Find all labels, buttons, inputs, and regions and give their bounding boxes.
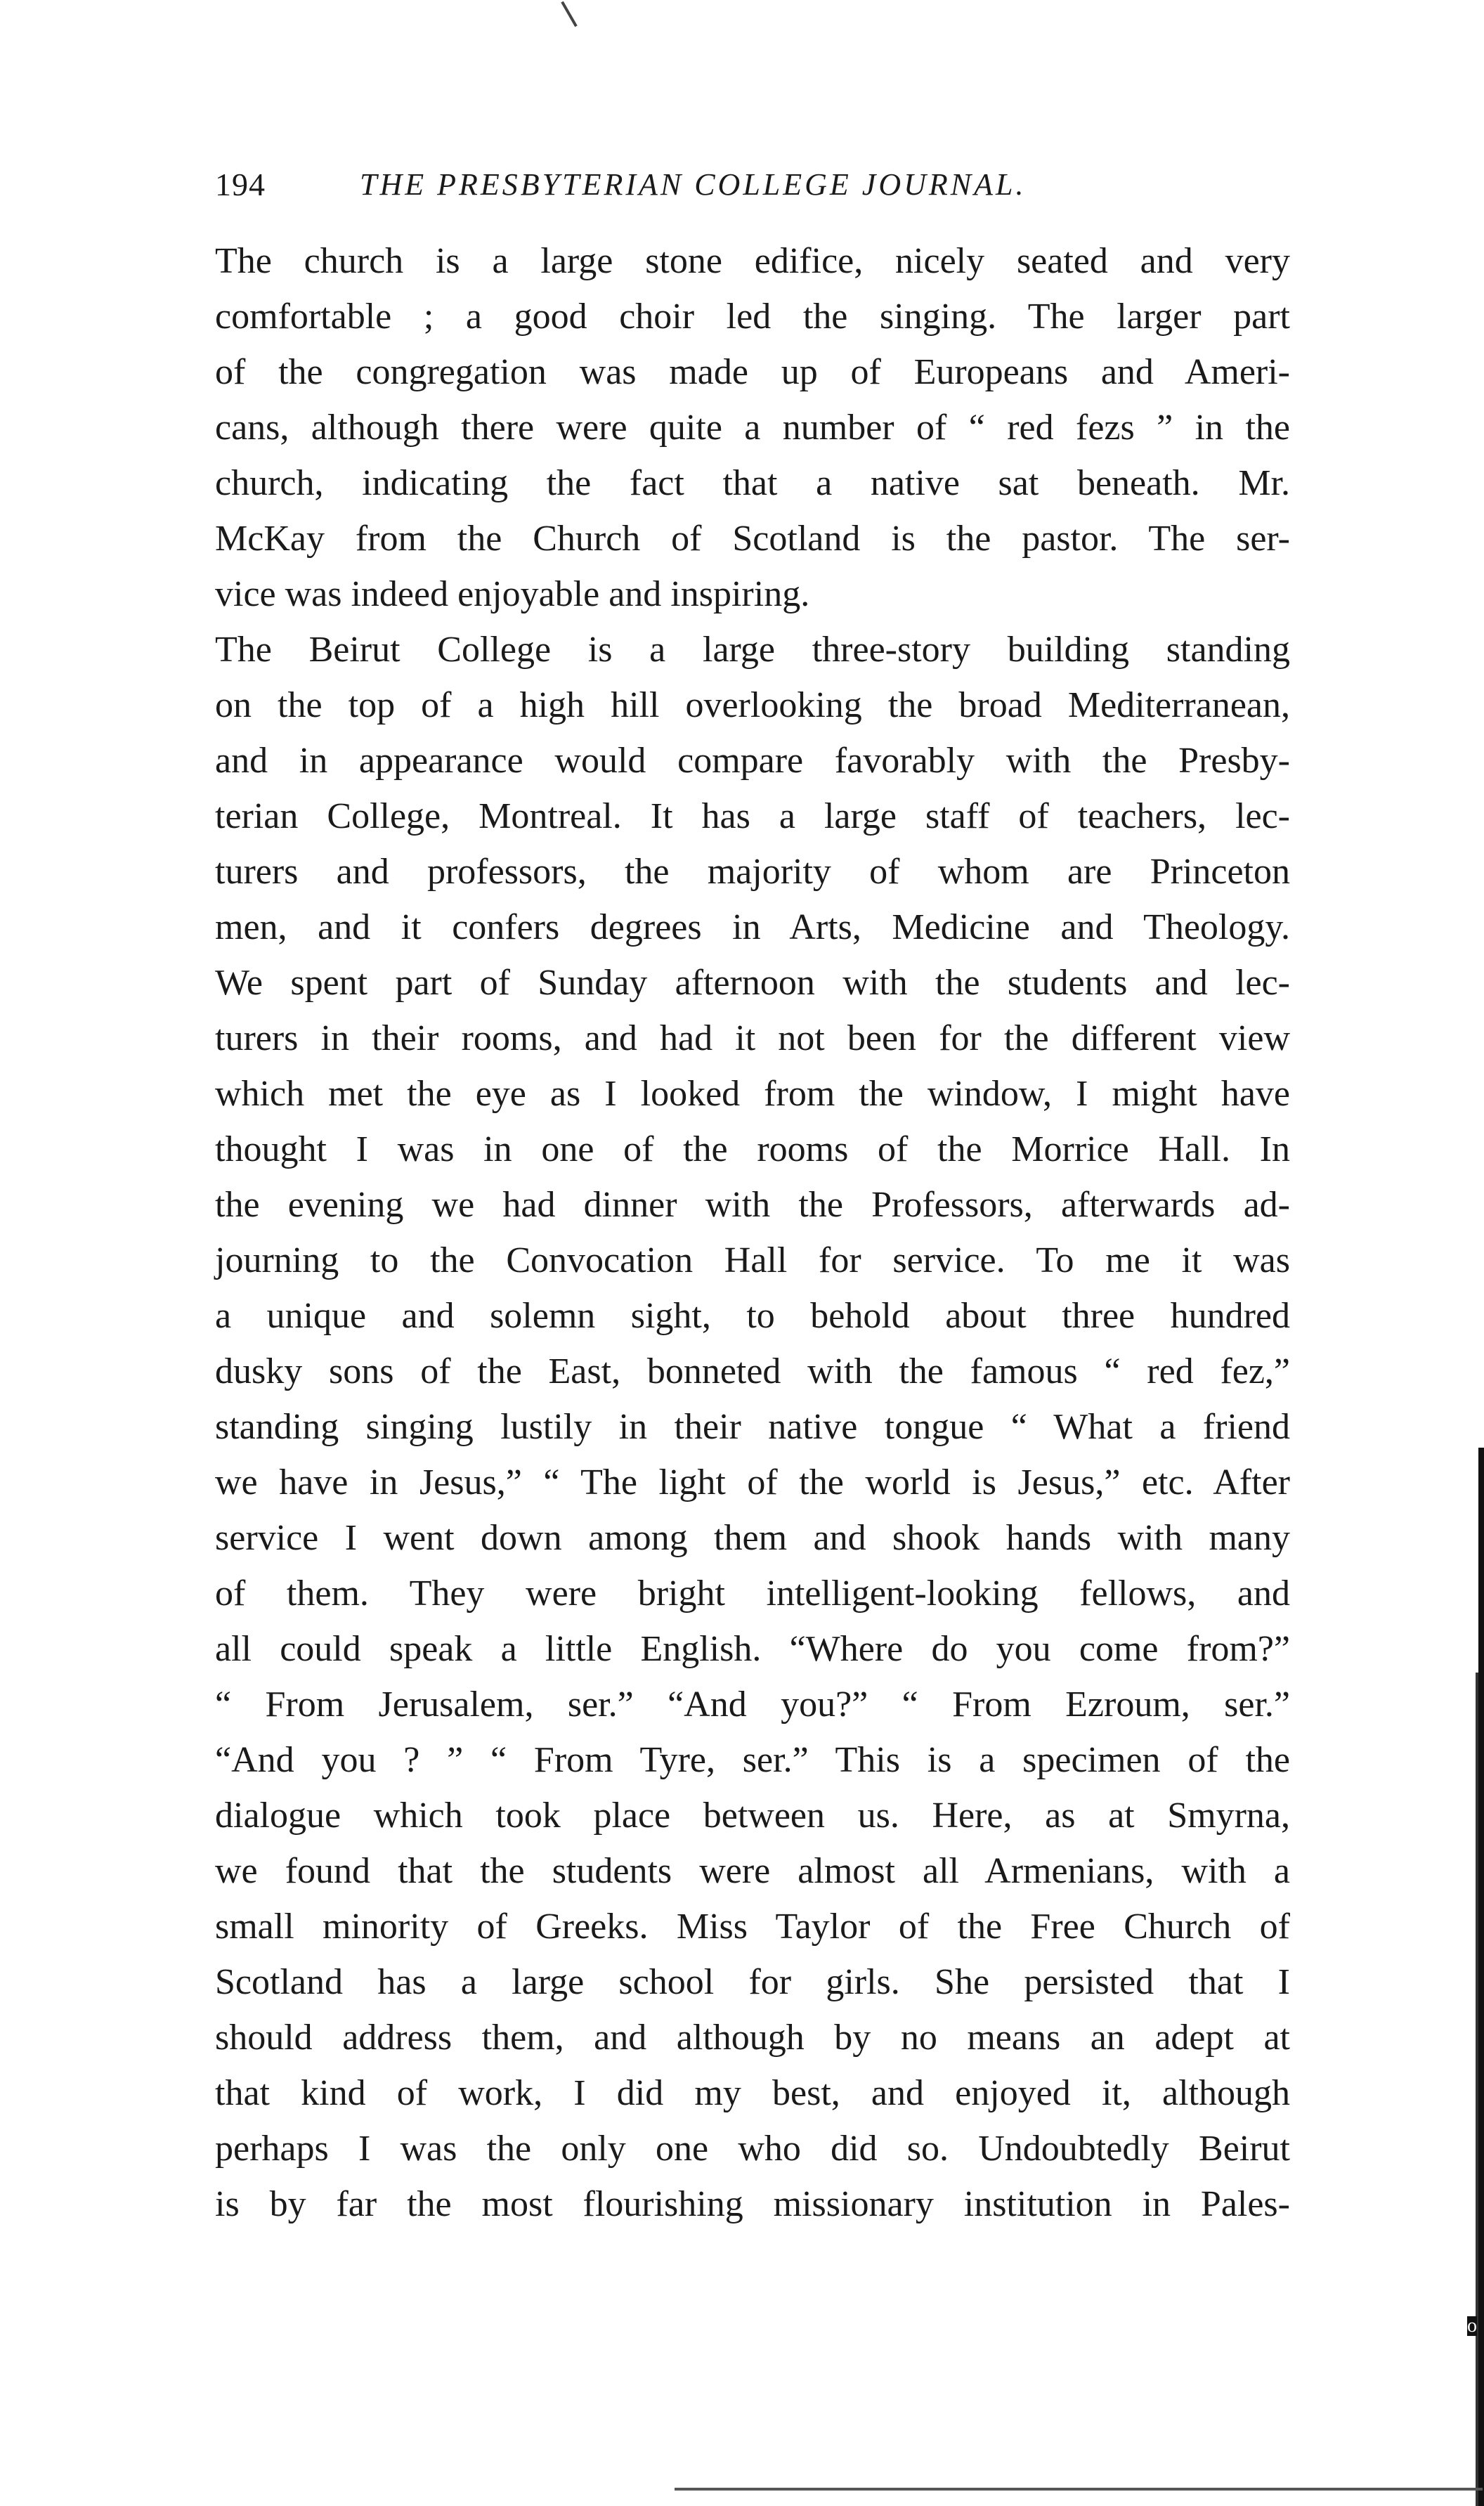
text-line: cans, although there were quite a number of “ red fezs ” in the <box>215 408 1290 448</box>
text-line: all could speak a little English. “Where do you come from?” <box>215 1629 1290 1669</box>
text-line: of the congregation was made up of Europeans and Ameri- <box>215 352 1290 392</box>
text-line: vice was indeed enjoyable and inspiring. <box>215 574 810 614</box>
text-line: We spent part of Sunday afternoon with the students and lec- <box>215 963 1290 1003</box>
text-line: and in appearance would compare favorably with the Presby- <box>215 741 1290 781</box>
page-number: 194 <box>215 167 266 202</box>
text-line: dusky sons of the East, bonneted with the famous “ red fez,” <box>215 1351 1290 1391</box>
text-line: dialogue which took place between us. Here, as at Smyrna, <box>215 1796 1290 1836</box>
text-line: turers and professors, the majority of whom are Princeton <box>215 852 1290 892</box>
text-line: The church is a large stone edifice, nicely seated and very <box>215 241 1290 281</box>
text-line: that kind of work, I did my best, and enjoyed it, although <box>215 2073 1290 2113</box>
text-line: the evening we had dinner with the Professors, afterwards ad- <box>215 1185 1290 1225</box>
text-line: “And you ? ” “ From Tyre, ser.” This is a specimen of the <box>215 1740 1290 1780</box>
body-text <box>215 233 1290 2232</box>
text-line: church, indicating the fact that a native sat beneath. Mr. <box>215 463 1290 503</box>
text-line: comfortable ; a good choir led the singing. The larger part <box>215 297 1290 337</box>
text-line: which met the eye as I looked from the window, I might have <box>215 1074 1290 1114</box>
scan-speck <box>561 1 577 27</box>
running-title: THE PRESBYTERIAN COLLEGE JOURNAL. <box>360 167 1027 202</box>
scan-edge-shadow <box>1478 1448 1484 2506</box>
text-line: should address them, and although by no means an adept at <box>215 2018 1290 2058</box>
text-line: small minority of Greeks. Miss Taylor of the Free Church of <box>215 1907 1290 1947</box>
paragraph-start-line: The Beirut College is a large three-story building standing <box>215 630 1290 670</box>
text-line: is by far the most flourishing missionary institution in Pales- <box>215 2184 1290 2224</box>
text-line: we found that the students were almost all Armenians, with a <box>215 1851 1290 1891</box>
edge-mark: o <box>1467 2315 1477 2337</box>
text-line: we have in Jesus,” “ The light of the world is Jesus,” etc. After <box>215 1462 1290 1502</box>
text-line: perhaps I was the only one who did so. Undoubtedly Beirut <box>215 2129 1290 2169</box>
text-line: McKay from the Church of Scotland is the pastor. The ser- <box>215 519 1290 559</box>
text-line: a unique and solemn sight, to behold about three hundred <box>215 1296 1290 1336</box>
text-line: service I went down among them and shook hands with many <box>215 1518 1290 1558</box>
text-line: standing singing lustily in their native tongue “ What a friend <box>215 1407 1290 1447</box>
text-line: terian College, Montreal. It has a large staff of teachers, lec- <box>215 796 1290 836</box>
text-line: “ From Jerusalem, ser.” “And you?” “ From Ezroum, ser.” <box>215 1684 1290 1725</box>
text-line: turers in their rooms, and had it not been for the different view <box>215 1018 1290 1058</box>
scan-edge-shadow-inner <box>1476 1673 1478 2506</box>
text-line: men, and it confers degrees in Arts, Medicine and Theology. <box>215 907 1290 947</box>
text-line: Scotland has a large school for girls. She persisted that I <box>215 1962 1290 2002</box>
text-line: journing to the Convocation Hall for service. To me it was <box>215 1240 1290 1280</box>
text-line: of them. They were bright intelligent-looking fellows, and <box>215 1573 1290 1614</box>
text-line: on the top of a high hill overlooking the broad Mediterranean, <box>215 685 1290 725</box>
scan-bottom-rule <box>675 2488 1483 2491</box>
text-line: thought I was in one of the rooms of the Morrice Hall. In <box>215 1129 1290 1169</box>
page-header <box>215 160 1283 209</box>
